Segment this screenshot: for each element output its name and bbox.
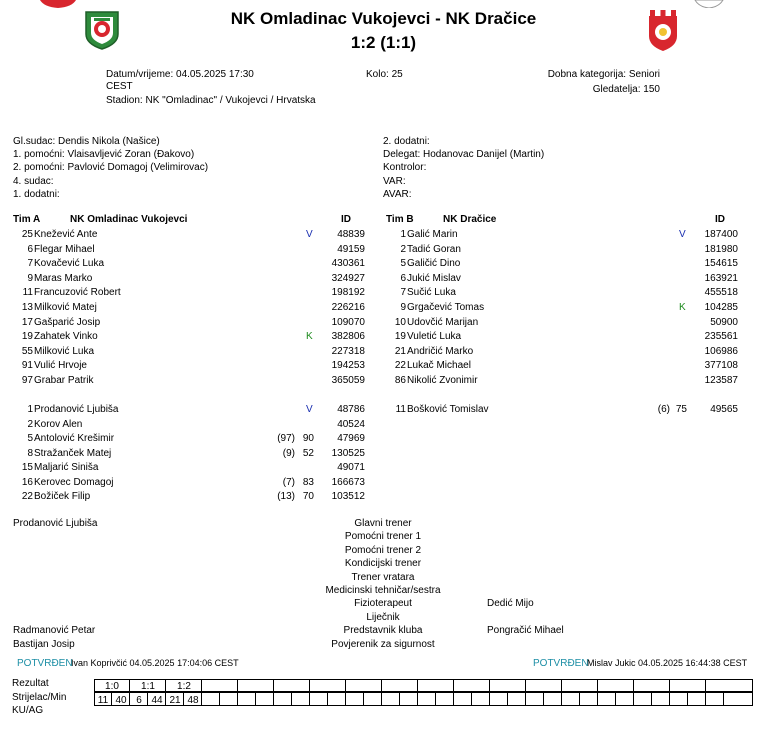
player-name: Grgačević Tomas: [407, 302, 485, 313]
team-b-label: Tim B: [386, 214, 414, 225]
player-name: Kovačević Luka: [34, 258, 105, 270]
player-name: Galić Marin: [407, 229, 458, 240]
scorer-cell: 6: [136, 695, 142, 706]
player-number: 22: [394, 360, 406, 372]
top-left-partial-logo: [38, 0, 78, 8]
spectators: Gledatelja: 150: [592, 84, 660, 95]
player-name: Gašparić Josip: [34, 316, 101, 328]
player-number: 11: [22, 287, 33, 299]
player-name: Vuletić Luka: [407, 331, 462, 343]
team-a-label: Tim A: [13, 214, 41, 225]
official-line: Delegat: Hodanovac Danijel (Martin): [383, 149, 545, 160]
team-b-confirmed-label: POTVRĐEN: [533, 658, 589, 669]
team-a-confirmed-label: POTVRĐEN: [17, 658, 73, 669]
score-grid: [94, 679, 753, 707]
player-name: Francuzović Robert: [34, 287, 121, 299]
player-id: 49159: [337, 243, 365, 255]
player-name: Galičić Dino: [407, 258, 461, 270]
player-name: Tadić Goran: [407, 243, 461, 255]
staff-team-b-name: Pongračić Mihael: [487, 625, 564, 637]
match-score: 1:2 (1:1): [350, 33, 417, 52]
official-line: Kontrolor:: [383, 162, 427, 173]
player-id: 48839: [337, 229, 365, 240]
player-name: Andričić Marko: [407, 345, 474, 357]
substitution-minute: 70: [302, 491, 314, 502]
player-number: 2: [27, 418, 33, 430]
player-id: 103512: [331, 491, 365, 502]
player-number: 2: [400, 243, 406, 255]
player-name: Bošković Tomislav: [407, 404, 489, 415]
player-id: 130525: [331, 447, 365, 459]
player-name: Zahatek Vinko: [34, 331, 98, 343]
player-number: 1: [27, 404, 33, 415]
scorer-cell: 11: [97, 695, 109, 706]
player-number: 55: [21, 345, 33, 357]
result-cell: 1:2: [177, 681, 191, 692]
match-timezone: CEST: [106, 81, 133, 92]
staff-role: Pomoćni trener 2: [344, 544, 422, 556]
player-number: 5: [400, 258, 406, 270]
player-id: 187400: [704, 229, 738, 240]
team-b-name: NK Dračice: [443, 214, 497, 225]
player-id: 226216: [331, 302, 365, 313]
player-id: 377108: [704, 360, 738, 372]
player-number: 16: [21, 476, 33, 488]
player-id: 166673: [331, 476, 365, 488]
minute-cell: 48: [187, 695, 199, 706]
player-name: Antolović Krešimir: [34, 433, 115, 444]
substitution-minute: 90: [302, 433, 314, 444]
player-number: 21: [394, 345, 406, 357]
player-number: 6: [400, 272, 406, 284]
player-number: 11: [395, 404, 406, 415]
player-id: 194253: [331, 360, 365, 372]
team-b-confirmed-text: Mislav Jukic 04.05.2025 16:44:38 CEST: [587, 658, 748, 668]
player-number: 13: [21, 302, 33, 313]
team-b-id-header: ID: [715, 214, 725, 225]
staff-team-a-name: Radmanović Petar: [13, 625, 96, 637]
substitution-minute: 75: [675, 404, 687, 415]
player-name: Milković Luka: [34, 345, 95, 357]
staff-role: Kondicijski trener: [344, 558, 422, 570]
player-number: 8: [27, 447, 33, 459]
player-role-mark: V: [679, 229, 686, 240]
staff-role: Predstavnik kluba: [343, 625, 423, 637]
player-id: 50900: [710, 316, 738, 328]
player-id: 163921: [704, 272, 738, 284]
official-line: 2. pomoćni: Pavlović Domagoj (Velimirovac): [13, 162, 209, 173]
scorer-cell: 21: [169, 695, 181, 706]
player-id: 198192: [331, 287, 365, 299]
team-a-name: NK Omladinac Vukojevci: [70, 214, 188, 225]
substituted-player: (6): [657, 404, 670, 415]
team-a-id-header: ID: [341, 214, 351, 225]
player-name: Maras Marko: [34, 272, 93, 284]
staff-role: Povjerenik za sigurnost: [331, 638, 435, 650]
player-role-mark: K: [306, 331, 313, 343]
age-category: Dobna kategorija: Seniori: [547, 69, 660, 80]
player-id: 324927: [331, 272, 365, 284]
player-role-mark: V: [306, 229, 313, 240]
official-line: AVAR:: [383, 189, 412, 200]
scorer-row-label: Strijelac/Min: [12, 692, 67, 703]
staff-team-a-name: Bastijan Josip: [13, 638, 75, 650]
player-name: Korov Alen: [34, 418, 83, 430]
official-line: 4. sudac:: [13, 176, 54, 187]
substituted-player: (97): [277, 433, 295, 444]
player-name: Milković Matej: [34, 302, 97, 313]
player-number: 6: [27, 243, 33, 255]
player-id: 154615: [704, 258, 738, 270]
player-name: Knežević Ante: [34, 229, 98, 240]
player-name: Udovčić Marijan: [407, 316, 479, 328]
player-name: Lukač Michael: [407, 360, 471, 372]
player-id: 47969: [337, 433, 365, 444]
player-number: 7: [27, 258, 33, 270]
player-id: 49071: [337, 462, 365, 473]
substituted-player: (7): [282, 476, 295, 488]
player-id: 365059: [331, 375, 365, 386]
result-cell: 1:0: [105, 681, 119, 692]
player-name: Jukić Mislav: [407, 272, 461, 284]
player-number: 9: [400, 302, 406, 313]
substitution-minute: 52: [302, 447, 314, 459]
staff-role: Fizioterapeut: [354, 598, 412, 610]
score-row-label: Rezultat: [12, 678, 49, 689]
substituted-player: (9): [282, 447, 295, 459]
player-id: 40524: [337, 418, 365, 430]
player-name: Kerovec Domagoj: [34, 476, 114, 488]
player-number: 25: [21, 229, 33, 240]
player-id: 104285: [704, 302, 738, 313]
player-id: 48786: [337, 404, 365, 415]
match-title: NK Omladinac Vukojevci - NK Dračice: [230, 9, 537, 28]
minute-cell: 40: [115, 695, 127, 706]
staff-role: Glavni trener: [354, 518, 412, 529]
player-id: 106986: [704, 345, 738, 357]
match-stadium: Stadion: NK "Omladinac" / Vukojevci / Hrvatska: [106, 95, 316, 106]
substituted-player: (13): [277, 491, 295, 502]
player-number: 15: [21, 462, 33, 473]
match-round: Kolo: 25: [366, 69, 403, 80]
staff-role: Liječnik: [366, 611, 400, 623]
team-a-confirmed-text: Ivan Koprivčić 04.05.2025 17:04:06 CEST: [71, 658, 239, 668]
minute-cell: 44: [151, 695, 163, 706]
substitution-minute: 83: [302, 476, 314, 488]
player-number: 9: [27, 272, 33, 284]
player-name: Maljarić Siniša: [34, 462, 99, 473]
staff-team-a-name: Prodanović Ljubiša: [13, 518, 98, 529]
player-number: 22: [21, 491, 33, 502]
player-id: 49565: [710, 404, 738, 415]
player-id: 123587: [704, 375, 738, 386]
player-id: 430361: [331, 258, 365, 270]
player-name: Flegar Mihael: [34, 243, 95, 255]
official-line: 1. dodatni:: [13, 189, 60, 200]
player-number: 7: [400, 287, 406, 299]
player-role-mark: V: [306, 404, 313, 415]
player-number: 10: [394, 316, 406, 328]
player-name: Grabar Patrik: [34, 375, 94, 386]
top-right-partial-logo: [694, 0, 724, 8]
player-role-mark: K: [679, 302, 686, 313]
staff-role: Pomoćni trener 1: [344, 531, 422, 543]
player-number: 19: [21, 331, 33, 343]
staff-role: Medicinski tehničar/sestra: [325, 585, 441, 596]
official-line: 2. dodatni:: [383, 136, 430, 147]
staff-role: Trener vratara: [351, 571, 415, 583]
official-line: VAR:: [383, 176, 406, 187]
player-number: 97: [21, 375, 33, 386]
player-id: 235561: [704, 331, 738, 343]
match-datetime: Datum/vrijeme: 04.05.2025 17:30: [106, 69, 254, 80]
player-name: Nikolić Zvonimir: [407, 375, 478, 386]
player-name: Božiček Filip: [34, 491, 91, 502]
player-number: 1: [400, 229, 406, 240]
player-id: 455518: [704, 287, 738, 299]
player-name: Sučić Luka: [407, 287, 456, 299]
player-number: 86: [394, 375, 406, 386]
player-id: 109070: [331, 316, 365, 328]
player-number: 17: [21, 316, 33, 328]
player-name: Stražanček Matej: [34, 447, 112, 459]
result-cell: 1:1: [141, 681, 155, 692]
official-line: 1. pomoćni: Vlaisavljević Zoran (Đakovo): [13, 149, 195, 160]
player-number: 91: [21, 360, 33, 372]
cards-row-label: KU/AG: [12, 705, 44, 716]
player-id: 181980: [704, 243, 738, 255]
player-id: 227318: [331, 345, 365, 357]
player-number: 5: [27, 433, 33, 444]
player-id: 382806: [331, 331, 365, 343]
player-name: Vulić Hrvoje: [34, 360, 87, 372]
player-number: 19: [394, 331, 406, 343]
official-line: Gl.sudac: Dendis Nikola (Našice): [13, 136, 160, 147]
player-name: Prodanović Ljubiša: [34, 404, 119, 415]
staff-team-b-name: Dedić Mijo: [487, 598, 534, 610]
